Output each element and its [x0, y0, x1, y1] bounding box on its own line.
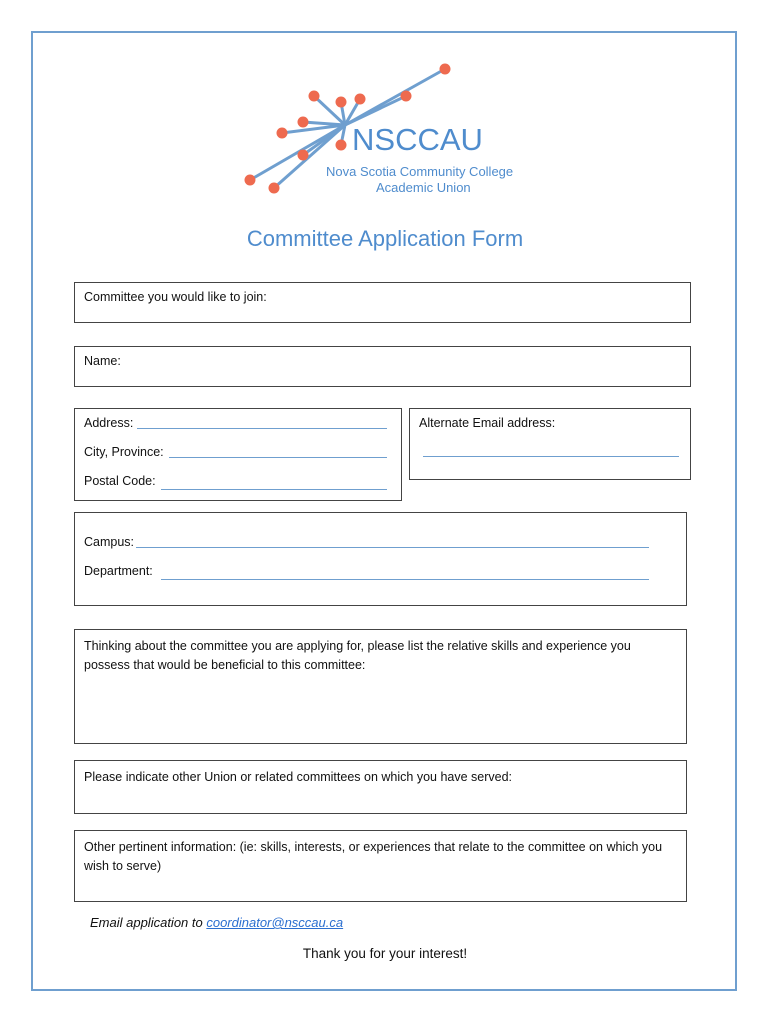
name-label: Name:: [84, 354, 121, 368]
campus-input-line[interactable]: [136, 547, 649, 548]
campus-department-section: [74, 512, 687, 606]
thank-you-note: Thank you for your interest!: [302, 946, 468, 961]
alternate-email-section: [409, 408, 691, 480]
committee-field[interactable]: [74, 282, 691, 323]
other-information-prompt: Other pertinent information: (ie: skills, interests, or experiences that relate to the committee on which you wish to serve): [84, 840, 663, 873]
alternate-email-input-line[interactable]: [423, 456, 679, 457]
address-label: Address:: [84, 416, 134, 430]
department-input-line[interactable]: [161, 579, 649, 580]
email-instruction: [90, 915, 343, 930]
nsccau-logo: [240, 60, 540, 200]
other-committees-field[interactable]: [74, 760, 687, 814]
logo-line1: Nova Scotia Community College: [326, 164, 514, 179]
email-prefix: Email application to: [90, 915, 207, 930]
postal-code-input-line[interactable]: [161, 489, 387, 490]
alternate-email-label: Alternate Email address:: [419, 416, 556, 430]
address-input-line[interactable]: [137, 428, 387, 429]
postal-code-label: Postal Code:: [84, 474, 156, 488]
city-province-label: City, Province:: [84, 445, 164, 459]
skills-experience-prompt: Thinking about the committee you are applying for, please list the relative skills and experience you possess that would be beneficial to this committee:: [84, 639, 631, 672]
committee-label: Committee you would like to join:: [84, 290, 267, 304]
logo-line2: Academic Union: [376, 180, 471, 195]
campus-label: Campus:: [84, 535, 135, 549]
logo-name: NSCCAU: [352, 122, 483, 157]
address-section: [74, 408, 402, 501]
form-title: Committee Application Form: [246, 226, 524, 251]
city-province-input-line[interactable]: [169, 457, 387, 458]
name-field[interactable]: [74, 346, 691, 387]
other-information-field[interactable]: [74, 830, 687, 902]
coordinator-email-link[interactable]: coordinator@nsccau.ca: [206, 915, 344, 930]
department-label: Department:: [84, 564, 153, 578]
other-committees-prompt: Please indicate other Union or related committees on which you have served:: [84, 770, 513, 784]
skills-experience-field[interactable]: [74, 629, 687, 744]
